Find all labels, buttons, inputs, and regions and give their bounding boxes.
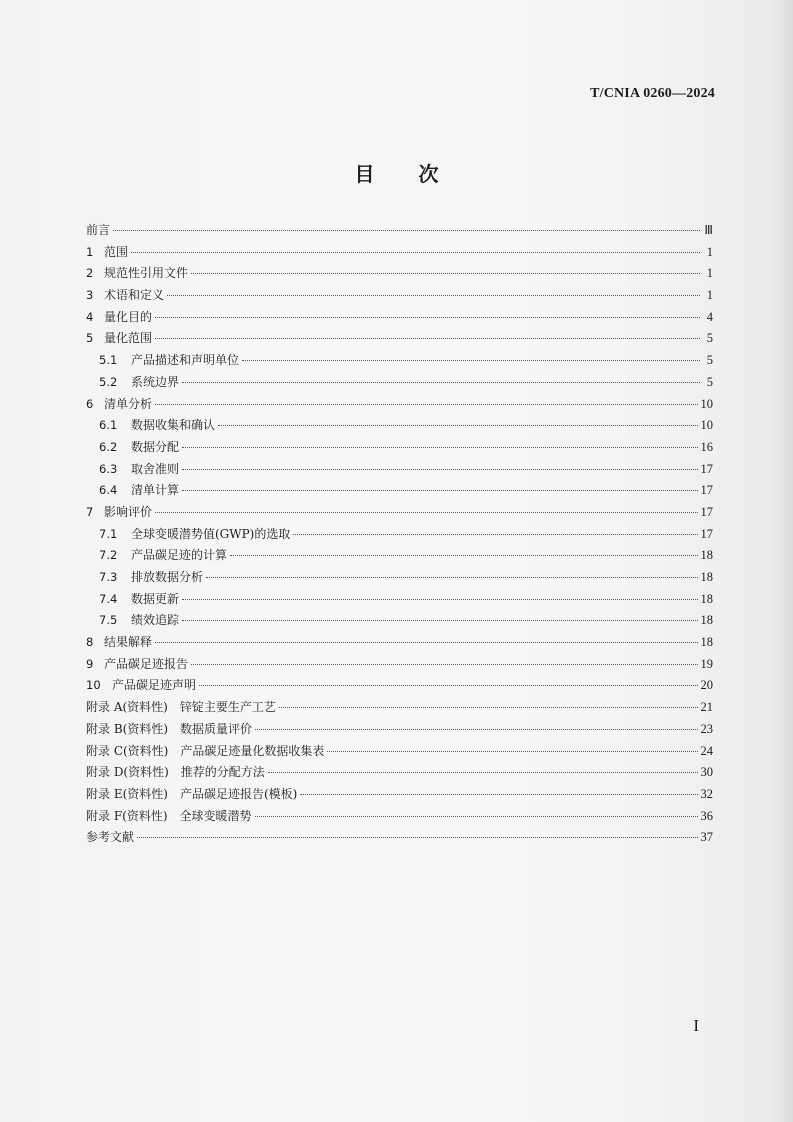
- toc-entry-number: 6: [86, 396, 94, 411]
- toc-entry-title: 产品描述和声明单位: [131, 353, 240, 368]
- toc-entry-number: 5.1: [99, 353, 118, 368]
- toc-entry-page: 17: [700, 461, 713, 476]
- toc-entry-title: 数据分配: [131, 439, 180, 454]
- toc-entry-title: 术语和定义: [104, 288, 165, 303]
- toc-entry[interactable]: [86, 610, 713, 632]
- toc-dot-leader: [182, 619, 697, 621]
- toc-entry[interactable]: [86, 806, 713, 828]
- toc-entry[interactable]: [86, 827, 713, 849]
- toc-entry[interactable]: [86, 307, 713, 329]
- toc-title: [0, 158, 793, 187]
- toc-entry[interactable]: [86, 524, 713, 546]
- toc-entry-number: 6.2: [99, 439, 118, 454]
- toc-dot-leader: [113, 229, 700, 231]
- toc-entry-page: 18: [700, 591, 713, 606]
- toc-entry-number: 7.3: [99, 570, 118, 584]
- toc-dot-leader: [155, 316, 700, 318]
- toc-entry-page: 5: [706, 331, 713, 346]
- toc-entry-title: 清单分析: [104, 396, 153, 411]
- toc-entry-number: 5.2: [99, 374, 118, 389]
- toc-entry[interactable]: [86, 263, 713, 285]
- toc-entry-title: 产品碳足迹声明: [112, 678, 197, 693]
- toc-entry-number: 10: [86, 678, 101, 693]
- toc-title-right: 次: [418, 162, 439, 186]
- toc-entry[interactable]: [86, 762, 713, 784]
- toc-entry-title: 结果解释: [104, 635, 153, 650]
- toc-entry-number: 4: [86, 309, 94, 324]
- toc-entry-page: 19: [700, 656, 713, 671]
- toc-entry-number: 8: [86, 635, 94, 650]
- toc-entry-title: 清单计算: [131, 483, 180, 498]
- toc-entry-page: 30: [700, 765, 713, 780]
- toc-entry-title: 影响评价: [104, 504, 153, 519]
- toc-dot-leader: [155, 641, 697, 643]
- toc-entry[interactable]: [86, 459, 713, 481]
- toc-entry-page: 36: [700, 808, 713, 823]
- toc-entry-number: 9: [86, 656, 94, 671]
- toc-entry-page: 4: [706, 309, 713, 324]
- toc-entry-title: 系统边界: [131, 374, 180, 389]
- toc-entry-page: 16: [700, 439, 713, 454]
- toc-dot-leader: [268, 771, 698, 773]
- toc-entry-title: 附录 D(资料性) 推荐的分配方法: [86, 765, 265, 780]
- toc-entry-page: 17: [700, 483, 713, 498]
- toc-dot-leader: [167, 294, 700, 296]
- toc-entry[interactable]: [86, 719, 713, 741]
- toc-entry-title: 附录 B(资料性) 数据质量评价: [86, 721, 252, 736]
- toc-entry-number: 7.4: [99, 591, 118, 606]
- toc-entry-page: 37: [700, 830, 713, 845]
- toc-entry-title: 附录 C(资料性) 产品碳足迹量化数据收集表: [86, 743, 325, 758]
- toc-entry[interactable]: [86, 697, 713, 719]
- toc-entry[interactable]: [86, 328, 713, 350]
- toc-entry-title: 附录 E(资料性) 产品碳足迹报告(模板): [86, 786, 298, 801]
- toc-entry-page: 18: [700, 613, 713, 628]
- toc-entry-title: 产品碳足迹报告: [104, 656, 189, 671]
- toc-dot-leader: [206, 576, 697, 578]
- toc-entry-title: 取舍准则: [131, 461, 180, 476]
- toc-entry-title: 全球变暖潜势值(GWP)的选取: [131, 526, 291, 541]
- toc-entry[interactable]: [86, 589, 713, 611]
- toc-entry[interactable]: [86, 784, 713, 806]
- toc-entry-page: 17: [700, 526, 713, 541]
- toc-entry-number: 1: [86, 244, 94, 259]
- toc-entry-title: 量化范围: [104, 331, 153, 346]
- toc-dot-leader: [155, 511, 697, 513]
- toc-entry-title: 规范性引用文件: [104, 266, 189, 281]
- toc-entry[interactable]: [86, 675, 713, 697]
- toc-entry[interactable]: [86, 632, 713, 654]
- toc-entry-number: 3: [86, 288, 94, 303]
- toc-entry-page: 1: [706, 244, 713, 259]
- toc-entry-title: 范围: [104, 244, 129, 259]
- toc-entry[interactable]: [86, 480, 713, 502]
- toc-dot-leader: [155, 337, 700, 339]
- toc-entry-number: 7.5: [99, 613, 118, 628]
- toc-entry-page: 20: [700, 678, 713, 693]
- toc-dot-leader: [182, 446, 697, 448]
- toc-entry-title: 绩效追踪: [131, 613, 180, 628]
- toc-dot-leader: [255, 728, 698, 730]
- toc-entry-number: 6.4: [99, 483, 118, 498]
- toc-entry-page: 24: [700, 743, 713, 758]
- toc-entry-page: 21: [700, 700, 713, 715]
- toc-entry-title: 前言: [86, 223, 111, 237]
- toc-entry-title: 量化目的: [104, 309, 153, 324]
- toc-entry-title: 数据更新: [131, 591, 180, 606]
- toc-entry[interactable]: [86, 285, 713, 307]
- toc-entry-number: 6.3: [99, 461, 118, 476]
- toc-dot-leader: [182, 381, 700, 383]
- toc-entry-page: 10: [700, 418, 713, 433]
- toc-dot-leader: [199, 684, 697, 686]
- toc-dot-leader: [182, 598, 697, 600]
- toc-dot-leader: [218, 424, 697, 426]
- toc-entry-page: 18: [700, 635, 713, 650]
- toc-entry-page: 5: [706, 374, 713, 389]
- toc-entry-title: 附录 A(资料性) 锌锭主要生产工艺: [86, 700, 276, 715]
- toc-entry[interactable]: [86, 220, 713, 242]
- toc-entry-page: 10: [700, 396, 713, 411]
- toc-dot-leader: [230, 554, 697, 556]
- standard-number: T/CNIA 0260—2024: [590, 86, 715, 101]
- toc-entry[interactable]: [86, 741, 713, 763]
- toc-entry-title: 排放数据分析: [131, 570, 204, 584]
- toc-dot-leader: [279, 706, 698, 708]
- toc-dot-leader: [155, 403, 697, 405]
- toc-entry-title: 参考文献: [86, 830, 135, 845]
- toc-dot-leader: [293, 533, 697, 535]
- toc-entry[interactable]: [86, 654, 713, 676]
- page-number: I: [693, 1016, 699, 1035]
- toc-entry-page: 32: [700, 786, 713, 801]
- toc-entry[interactable]: [86, 437, 713, 459]
- toc-dot-leader: [182, 489, 697, 491]
- toc-entry[interactable]: [86, 545, 713, 567]
- toc-entry-number: 5: [86, 331, 94, 346]
- toc-entry-page: 18: [700, 570, 713, 584]
- table-of-contents: [86, 220, 713, 849]
- toc-entry[interactable]: [86, 372, 713, 394]
- toc-dot-leader: [327, 750, 697, 752]
- toc-entry[interactable]: [86, 567, 713, 589]
- toc-dot-leader: [131, 251, 700, 253]
- toc-entry-number: 7.1: [99, 526, 118, 541]
- toc-entry-number: 6.1: [99, 418, 118, 433]
- toc-entry-page: 18: [700, 548, 713, 563]
- toc-entry-title: 附录 F(资料性) 全球变暖潜势: [86, 808, 252, 823]
- toc-dot-leader: [191, 272, 700, 274]
- toc-entry-title: 数据收集和确认: [131, 418, 216, 433]
- toc-title-left: 目: [354, 162, 375, 186]
- toc-dot-leader: [255, 815, 698, 817]
- toc-entry[interactable]: [86, 502, 713, 524]
- toc-entry-page: 1: [706, 266, 713, 281]
- toc-dot-leader: [300, 793, 697, 795]
- toc-entry[interactable]: [86, 415, 713, 437]
- toc-dot-leader: [191, 663, 697, 665]
- toc-entry-title: 产品碳足迹的计算: [131, 548, 228, 563]
- toc-entry-page: 23: [700, 721, 713, 736]
- toc-dot-leader: [137, 836, 697, 838]
- toc-dot-leader: [242, 359, 700, 361]
- toc-entry[interactable]: [86, 394, 713, 416]
- toc-entry-page: 5: [706, 353, 713, 368]
- toc-entry-page: 1: [706, 288, 713, 303]
- toc-entry-page: Ⅲ: [704, 223, 713, 237]
- toc-entry-page: 17: [700, 504, 713, 519]
- toc-dot-leader: [182, 468, 697, 470]
- toc-entry[interactable]: [86, 350, 713, 372]
- toc-entry-number: 7.2: [99, 548, 118, 563]
- toc-entry-number: 7: [86, 504, 94, 519]
- toc-entry-number: 2: [86, 266, 94, 281]
- toc-entry[interactable]: [86, 242, 713, 264]
